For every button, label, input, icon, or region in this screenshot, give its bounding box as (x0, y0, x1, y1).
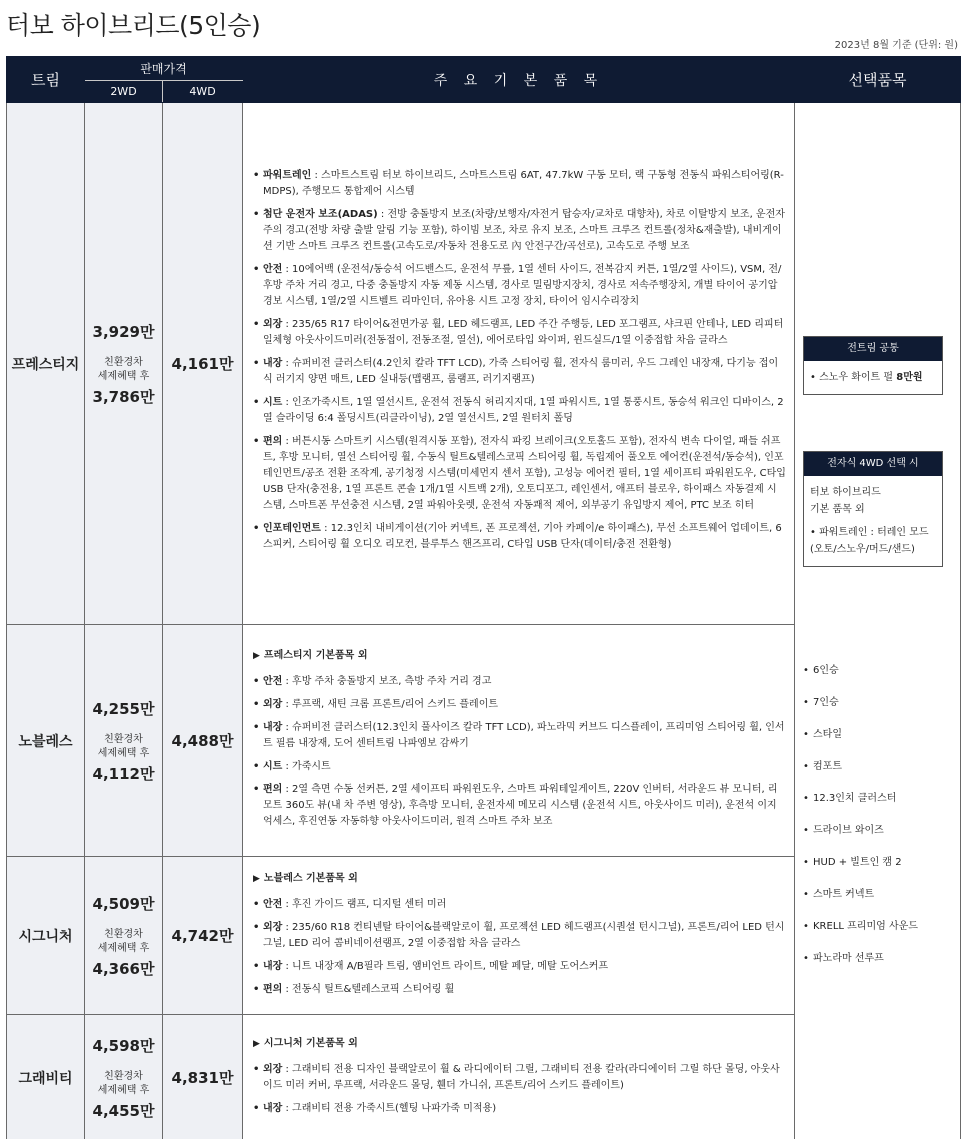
feature-list: : 12.3인치 내비게이션(기아 커넥트, 폰 프로젝션, 기아 카페이/e 하이패스), 무선 소프트웨어 업데이트, 6스피커, 스티어링 휠 오디오 리모컨, 블루투스 핸즈프리, C타입 USB 단자(데이터/충전 전환형) (263, 522, 782, 550)
feature-group (253, 782, 786, 830)
feature-list: : 235/60 R18 컨티넨탈 타이어&블랙알로이 휠, 프로젝션 LED 헤드램프(시퀀셜 턴시그널), 프론트/리어 LED 턴시그널, LED 리어 콤비네이션램프, 2열 이중접합 차음 글라스 (263, 921, 785, 949)
feature-list: : 전동식 틸트&텔레스코픽 스티어링 휠 (282, 983, 455, 995)
feature-category: 편의 (263, 983, 283, 995)
features-base-label: 프레스티지 기본품목 외 (263, 650, 368, 661)
feature-category: 외장 (263, 699, 283, 710)
price-after-tax: 4,455만 (92, 1101, 155, 1120)
price-2wd: 4,509만 (92, 894, 155, 913)
feature-category: 편의 (263, 435, 283, 447)
trim-name (7, 1015, 85, 1139)
eco-note-2: 세제혜택 후 (97, 370, 150, 382)
price-2wd: 3,929만 (92, 322, 155, 341)
feature-group (253, 674, 786, 690)
feature-group (253, 720, 786, 752)
price-2wd-cell (85, 1015, 163, 1139)
price-2wd: 4,255만 (92, 699, 155, 718)
feature-group (253, 1101, 786, 1117)
trim-name (7, 857, 85, 1015)
eco-note-1: 친환경차 (104, 1070, 143, 1082)
option-package-item: • 파노라마 선루프 (803, 951, 952, 983)
feature-group (253, 356, 786, 388)
price-4wd: 4,742만 (163, 857, 243, 1015)
price-after-tax: 4,366만 (92, 959, 155, 978)
feature-category: 편의 (263, 784, 283, 795)
feature-list: : 후진 가이드 램프, 디지털 센터 미러 (282, 898, 447, 910)
feature-list: : 그래비티 전용 디자인 블랙알로이 휠 & 라디에이터 그릴, 그래비티 전용 칼라(라디에이터 그릴 하단 몰딩, 아웃사이드 미러 커버, 루프랙, 서라운드 몰딩, 휀더 가니쉬, 프론트/리어 스키드 플레이트) (263, 1063, 780, 1091)
page-title: 터보 하이브리드(5인승) (6, 11, 261, 40)
feature-list: : 버튼시동 스마트키 시스템(원격시동 포함), 전자식 파킹 브레이크(오토홀드 포함), 전자식 변속 다이얼, 패들 쉬프트, 후방 모니터, 열선 스티어링 휠, 수동식 틸트&텔레스코픽 스티어링 휠, 독립제어 풀오토 에어컨(운전석/동승석), 인포테인먼트/공조 전환 조작계, 공기청정 시스템(미세먼지 센서 포함), 고성능 에어컨 필터, 1열 세이프티 파워윈도우, C타입 USB 단자(충전용, 1열 프론트 콘솔 1개/1열 시트백 2개), 오토디포그, 레인센서, 애프터 블로우, 하이패스 자동결제 시스템, 스마트폰 무선충전 시스템, 2열 파워아웃렛, 운전석 자동쾌적 제어, 외부공기 유입방지 제어, PTC 보조 히터 (263, 435, 786, 511)
eco-note-2: 세제혜택 후 (97, 942, 150, 954)
feature-list: : 후방 주차 충돌방지 보조, 측방 주차 거리 경고 (282, 676, 492, 687)
price-4wd: 4,161만 (163, 103, 243, 625)
features-cell (243, 103, 795, 625)
feature-category: 외장 (263, 921, 283, 933)
features-base-label: 시그니처 기본품목 외 (263, 1037, 358, 1049)
option-package-item: • HUD + 빌트인 캠 2 (803, 855, 952, 887)
option-4wd-line2: 기본 품목 외 (810, 504, 865, 515)
eco-note-1: 친환경차 (104, 928, 143, 940)
feature-list: : 루프랙, 새틴 크롬 프론트/리어 스키드 플레이트 (282, 699, 499, 710)
option-package-item: • KRELL 프리미엄 사운드 (803, 919, 952, 951)
option-package-item: • 컴포트 (803, 759, 952, 791)
features-base-label: 노블레스 기본품목 외 (263, 872, 358, 884)
feature-group (253, 982, 786, 998)
options-cell (795, 103, 961, 1139)
feature-category: 내장 (263, 357, 283, 369)
features-cell (243, 857, 795, 1015)
option-box-4wd-heading: 전자식 4WD 선택 시 (804, 452, 942, 476)
feature-list: : 슈퍼비전 클러스터(12.3인치 풀사이즈 칼라 TFT LCD), 파노라믹 커브드 디스플레이, 프리미엄 스티어링 휠, 인서트 필름 내장재, 도어 센터트림 나파엠보 감싸기 (263, 722, 785, 749)
option-package-item: • 7인승 (803, 695, 952, 727)
feature-category: 안전 (263, 898, 283, 910)
feature-category: 외장 (263, 318, 283, 330)
trim-name (7, 625, 85, 857)
feature-list: : 235/65 R17 타이어&전면가공 휠, LED 헤드램프, LED 주간 주행등, LED 포그램프, 샤크핀 안테나, LED 리피터 일체형 아웃사이드미러(전동접이, 전동조절, 열선), 에어로타입 와이퍼, 윈드실드/1열 이중접합 차음 글라스 (263, 318, 784, 346)
feature-category: 시트 (263, 761, 283, 772)
price-2wd-cell (85, 857, 163, 1015)
header-2wd: 2WD (85, 81, 163, 103)
price-after-tax: 3,786만 (92, 387, 155, 406)
trim-name (7, 103, 85, 625)
feature-list: : 인조가죽시트, 1열 열선시트, 운전석 전동식 허리지지대, 1열 파워시트, 1열 통풍시트, 동승석 워크인 디바이스, 2열 슬라이딩 6:4 폴딩시트(리클라이닝), 2열 열선시트, 2열 원터치 폴딩 (263, 396, 784, 424)
option-snow-white: 스노우 화이트 펄 (819, 372, 897, 383)
trim-label: 프레스티지 (11, 356, 80, 373)
triangle-right-icon: ▶ (253, 873, 260, 884)
feature-group (253, 959, 786, 975)
header-trim: 트림 (7, 57, 85, 103)
option-package-item: • 스마트 커넥트 (803, 887, 952, 919)
option-box-4wd (803, 451, 943, 567)
triangle-right-icon: ▶ (253, 651, 260, 661)
feature-list: : 2열 측면 수동 선커튼, 2열 세이프티 파워윈도우, 스마트 파워테일게이트, 220V 인버터, 서라운드 뷰 모니터, 리모트 360도 뷰(내 차 주변 영상), 후측방 모니터, 운전자세 메모리 시스템 (운전석 시트, 아웃사이드 미러), 운전석 이지 억세스, 후진연동 자동하향 아웃사이드미러, 원격 스마트 주차 보조 (263, 784, 778, 827)
header-main-features: 주 요 기 본 품 목 (243, 57, 795, 103)
feature-list: : 슈퍼비전 클러스터(4.2인치 칼라 TFT LCD), 가죽 스티어링 휠, 전자식 룸미러, 우드 그레인 내장재, 다기능 접이식 러기지 양면 매트, LED 실내등(맵램프, 룸램프, 러기지램프) (263, 357, 779, 385)
features-base-heading (253, 1036, 786, 1052)
feature-group (253, 897, 786, 913)
option-4wd-terrain-text: 파워트레인 : 터레인 모드 (오토/스노우/머드/샌드) (810, 527, 929, 555)
feature-group (253, 262, 786, 310)
feature-category: 외장 (263, 1063, 283, 1075)
header-options: 선택품목 (795, 57, 961, 103)
feature-group (253, 697, 786, 713)
feature-category: 파워트레인 (263, 169, 312, 181)
feature-list: : 가죽시트 (282, 761, 331, 772)
feature-group (253, 207, 786, 255)
price-2wd: 4,598만 (92, 1036, 155, 1055)
feature-group (253, 434, 786, 514)
trim-label: 그래비티 (18, 1070, 73, 1087)
option-box-4wd-body (804, 476, 942, 566)
feature-category: 내장 (263, 1102, 283, 1114)
feature-category: 인포테인먼트 (263, 522, 321, 534)
feature-category: 시트 (263, 396, 283, 408)
price-4wd: 4,488만 (163, 625, 243, 857)
option-package-item: • 12.3인치 클러스터 (803, 791, 952, 823)
feature-group (253, 521, 786, 553)
trim-label: 노블레스 (18, 733, 73, 750)
feature-category: 내장 (263, 960, 283, 972)
feature-group (253, 920, 786, 952)
eco-note-2: 세제혜택 후 (97, 1084, 150, 1096)
option-snow-white-price: 8만원 (896, 372, 923, 383)
features-base-heading (253, 648, 786, 664)
feature-list: : 10에어백 (운전석/동승석 어드밴스드, 운전석 무릎, 1열 센터 사이드, 전복감지 커튼, 1열/2열 사이드), VSM, 전/후방 주차 거리 경고, 다중 충돌방지 자동 제동 시스템, 경사로 밀림방지장치, 경사로 저속주행장치, 개별 타이어 공기압 경보 시스템, 1열/2열 시트벨트 리마인더, 유아용 시트 고정 장치, 타이어 임시수리장치 (263, 263, 782, 307)
option-package-item: • 드라이브 와이즈 (803, 823, 952, 855)
price-2wd-cell (85, 625, 163, 857)
triangle-right-icon: ▶ (253, 1038, 260, 1049)
feature-group (253, 1062, 786, 1094)
option-4wd-terrain: • 파워트레인 : 터레인 모드 (오토/스노우/머드/샌드) (810, 527, 929, 555)
trim-row (7, 103, 961, 625)
header-price: 판매가격 (85, 57, 243, 81)
eco-note-1: 친환경차 (104, 356, 143, 368)
price-table (6, 56, 961, 1139)
trim-label: 시그니처 (18, 928, 73, 945)
option-box-all-trims (803, 336, 943, 395)
feature-list: : 스마트스트림 터보 하이브리드, 스마트스트림 6AT, 47.7kW 구동 모터, 랙 구동형 전동식 파워스티어링(R-MDPS), 주행모드 통합제어 시스템 (263, 169, 784, 197)
date-unit-note: 2023년 8월 기준 (단위: 원) (834, 40, 958, 51)
feature-group (253, 395, 786, 427)
price-after-tax: 4,112만 (92, 764, 155, 783)
feature-category: 안전 (263, 263, 283, 275)
price-4wd: 4,831만 (163, 1015, 243, 1139)
header-4wd: 4WD (163, 81, 243, 103)
feature-category: 안전 (263, 676, 283, 687)
feature-group (253, 168, 786, 200)
feature-group (253, 317, 786, 349)
option-box-all-trims-heading: 전트림 공통 (804, 337, 942, 361)
eco-note-1: 친환경차 (104, 733, 143, 745)
feature-list: : 니트 내장재 A/B필라 트림, 앰비언트 라이트, 메탈 페달, 메탈 도어스커프 (282, 960, 609, 972)
features-base-heading (253, 871, 786, 887)
eco-note-2: 세제혜택 후 (97, 747, 150, 759)
option-4wd-line1: 터보 하이브리드 (810, 487, 881, 498)
feature-category: 첨단 운전자 보조(ADAS) (263, 208, 378, 220)
features-cell (243, 625, 795, 857)
feature-category: 내장 (263, 722, 283, 733)
features-cell (243, 1015, 795, 1139)
option-box-all-trims-body: • 스노우 화이트 펄 8만원 (810, 372, 923, 383)
price-2wd-cell (85, 103, 163, 625)
option-package-item: • 스타일 (803, 727, 952, 759)
option-package-item: • 6인승 (803, 663, 952, 695)
option-package-list (803, 663, 952, 983)
feature-list: : 전방 충돌방지 보조(차량/보행자/자전거 탑승자/교차로 대향차), 차로 이탈방지 보조, 운전자 주의 경고(전방 차량 출발 알림 기능 포함), 하이빔 보조, 차로 유지 보조, 스마트 크루즈 컨트롤(정차&재출발), 내비게이션 기반 스마트 크루즈 컨트롤(고속도로/자동차 전용도로 內 안전구간/곡선로), 고속도로 주행 보조 (263, 208, 785, 252)
feature-list: : 그래비티 전용 가죽시트(헬팅 나파가죽 미적용) (282, 1102, 497, 1114)
feature-group (253, 759, 786, 775)
